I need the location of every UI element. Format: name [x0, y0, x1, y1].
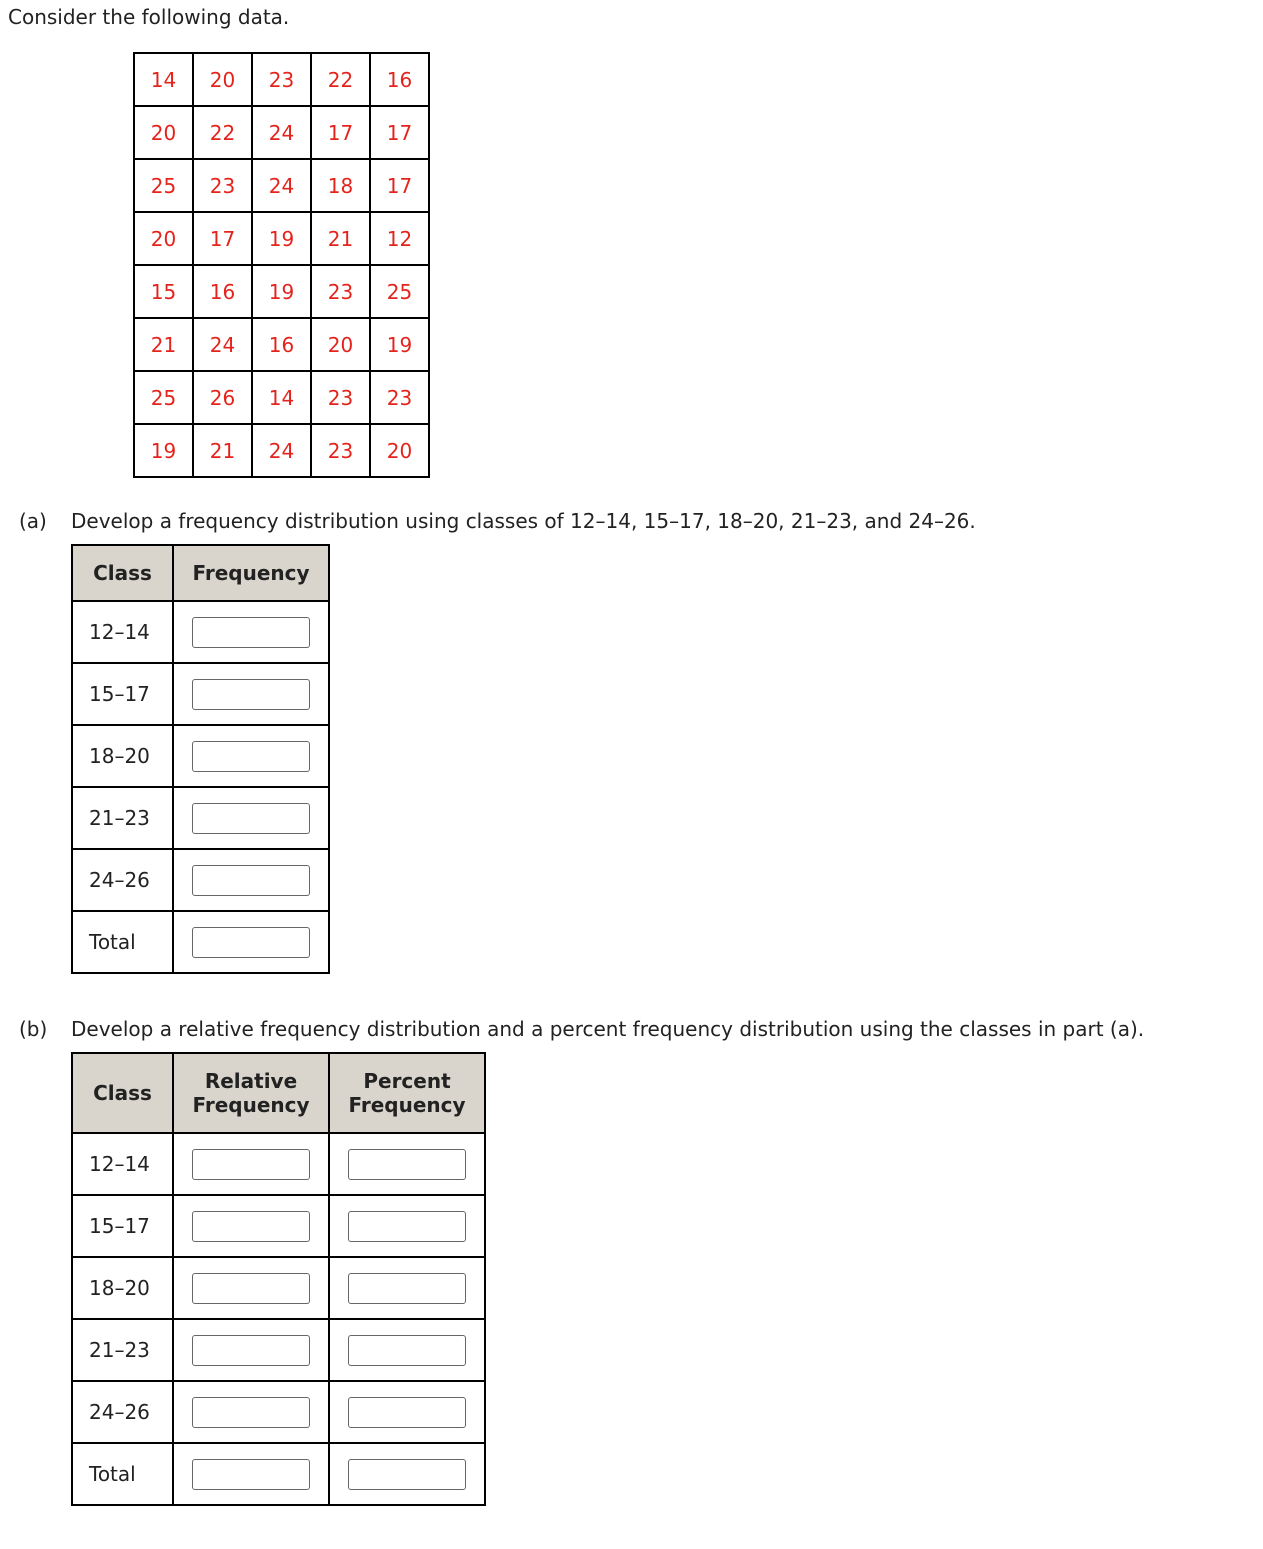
data-row	[134, 318, 429, 371]
class-label: 21–23	[72, 1319, 173, 1381]
table-row	[72, 1381, 485, 1443]
class-label: Total	[72, 1443, 173, 1505]
part-b-text: Develop a relative frequency distribution and a percent frequency distribution using the classes in part (a).	[71, 1017, 1145, 1041]
data-cell: 23	[252, 53, 311, 106]
percent-frequency-cell	[329, 1381, 485, 1443]
percent-frequency-cell	[329, 1443, 485, 1505]
class-label: 24–26	[72, 849, 173, 911]
data-cell: 23	[311, 371, 370, 424]
table-row	[72, 663, 329, 725]
part-a-text: Develop a frequency distribution using classes of 12–14, 15–17, 18–20, 21–23, and 24–26.	[71, 509, 976, 533]
relative-frequency-input-total[interactable]	[192, 1459, 310, 1490]
part-a-question	[19, 508, 976, 534]
table-row	[72, 1133, 485, 1195]
relative-frequency-cell	[173, 1381, 329, 1443]
data-cell: 25	[134, 371, 193, 424]
class-label: 15–17	[72, 1195, 173, 1257]
percent-frequency-cell	[329, 1319, 485, 1381]
data-cell: 14	[134, 53, 193, 106]
frequency-cell	[173, 911, 329, 973]
data-row	[134, 424, 429, 477]
data-cell: 24	[193, 318, 252, 371]
frequency-cell	[173, 601, 329, 663]
frequency-cell	[173, 849, 329, 911]
relative-frequency-input-18-20[interactable]	[192, 1273, 310, 1304]
relative-frequency-input-24-26[interactable]	[192, 1397, 310, 1428]
data-cell: 19	[370, 318, 429, 371]
data-cell: 24	[252, 424, 311, 477]
table-row	[72, 1195, 485, 1257]
data-cell: 19	[134, 424, 193, 477]
relative-frequency-cell	[173, 1319, 329, 1381]
class-label: 18–20	[72, 1257, 173, 1319]
frequency-input-18-20[interactable]	[192, 741, 310, 772]
class-label: 15–17	[72, 663, 173, 725]
data-row	[134, 53, 429, 106]
relative-frequency-header	[173, 1053, 329, 1133]
relative-header-line1: Relative	[204, 1069, 298, 1093]
frequency-input-12-14[interactable]	[192, 617, 310, 648]
relative-frequency-input-12-14[interactable]	[192, 1149, 310, 1180]
frequency-cell	[173, 663, 329, 725]
table-row	[72, 1319, 485, 1381]
intro-text: Consider the following data.	[8, 5, 290, 29]
data-cell: 20	[134, 212, 193, 265]
percent-frequency-cell	[329, 1133, 485, 1195]
frequency-input-15-17[interactable]	[192, 679, 310, 710]
data-row	[134, 371, 429, 424]
data-cell: 16	[370, 53, 429, 106]
data-cell: 17	[311, 106, 370, 159]
data-cell: 22	[193, 106, 252, 159]
frequency-cell	[173, 787, 329, 849]
data-cell: 21	[311, 212, 370, 265]
percent-header-line2: Frequency	[348, 1093, 466, 1117]
percent-frequency-input-12-14[interactable]	[348, 1149, 466, 1180]
relative-frequency-cell	[173, 1443, 329, 1505]
data-cell: 23	[311, 265, 370, 318]
data-cell: 15	[134, 265, 193, 318]
part-b-question	[19, 1016, 1144, 1042]
data-cell: 20	[311, 318, 370, 371]
percent-frequency-input-total[interactable]	[348, 1459, 466, 1490]
data-cell: 18	[311, 159, 370, 212]
data-row	[134, 106, 429, 159]
table-row	[72, 787, 329, 849]
data-cell: 26	[193, 371, 252, 424]
data-cell: 17	[193, 212, 252, 265]
part-a-label: (a)	[19, 509, 47, 533]
data-cell: 19	[252, 265, 311, 318]
data-row	[134, 159, 429, 212]
part-b-label: (b)	[19, 1017, 48, 1041]
percent-frequency-cell	[329, 1195, 485, 1257]
frequency-input-24-26[interactable]	[192, 865, 310, 896]
data-cell: 23	[370, 371, 429, 424]
class-label: 12–14	[72, 1133, 173, 1195]
data-cell: 21	[193, 424, 252, 477]
table-row	[72, 1257, 485, 1319]
data-cell: 23	[193, 159, 252, 212]
data-cell: 12	[370, 212, 429, 265]
table-row	[72, 911, 329, 973]
relative-header-line2: Frequency	[192, 1093, 310, 1117]
data-cell: 19	[252, 212, 311, 265]
class-label: Total	[72, 911, 173, 973]
data-cell: 17	[370, 159, 429, 212]
data-cell: 20	[193, 53, 252, 106]
table-row	[72, 1443, 485, 1505]
data-row	[134, 265, 429, 318]
frequency-input-21-23[interactable]	[192, 803, 310, 834]
table-row	[72, 601, 329, 663]
data-cell: 20	[134, 106, 193, 159]
relative-frequency-cell	[173, 1257, 329, 1319]
percent-frequency-input-15-17[interactable]	[348, 1211, 466, 1242]
percent-frequency-input-24-26[interactable]	[348, 1397, 466, 1428]
data-cell: 24	[252, 106, 311, 159]
percent-frequency-cell	[329, 1257, 485, 1319]
relative-frequency-cell	[173, 1133, 329, 1195]
percent-header-line1: Percent	[363, 1069, 451, 1093]
data-cell: 17	[370, 106, 429, 159]
percent-frequency-header	[329, 1053, 485, 1133]
percent-frequency-input-18-20[interactable]	[348, 1273, 466, 1304]
data-cell: 23	[311, 424, 370, 477]
data-cell: 20	[370, 424, 429, 477]
relative-frequency-input-21-23[interactable]	[192, 1335, 310, 1366]
class-label: 21–23	[72, 787, 173, 849]
relative-percent-table	[71, 1052, 486, 1506]
data-cell: 21	[134, 318, 193, 371]
relative-frequency-cell	[173, 1195, 329, 1257]
frequency-table	[71, 544, 330, 974]
class-header-text: Class	[93, 1081, 152, 1105]
class-header: Class	[72, 545, 173, 601]
table-row	[72, 849, 329, 911]
data-cell: 25	[134, 159, 193, 212]
percent-frequency-input-21-23[interactable]	[348, 1335, 466, 1366]
frequency-input-total[interactable]	[192, 927, 310, 958]
relative-frequency-input-15-17[interactable]	[192, 1211, 310, 1242]
class-label: 18–20	[72, 725, 173, 787]
data-cell: 25	[370, 265, 429, 318]
data-cell: 22	[311, 53, 370, 106]
data-cell: 16	[252, 318, 311, 371]
data-row	[134, 212, 429, 265]
data-table	[133, 52, 430, 478]
class-label: 24–26	[72, 1381, 173, 1443]
data-cell: 14	[252, 371, 311, 424]
class-label: 12–14	[72, 601, 173, 663]
class-header	[72, 1053, 173, 1133]
frequency-cell	[173, 725, 329, 787]
frequency-header: Frequency	[173, 545, 329, 601]
data-cell: 16	[193, 265, 252, 318]
table-row	[72, 725, 329, 787]
data-cell: 24	[252, 159, 311, 212]
